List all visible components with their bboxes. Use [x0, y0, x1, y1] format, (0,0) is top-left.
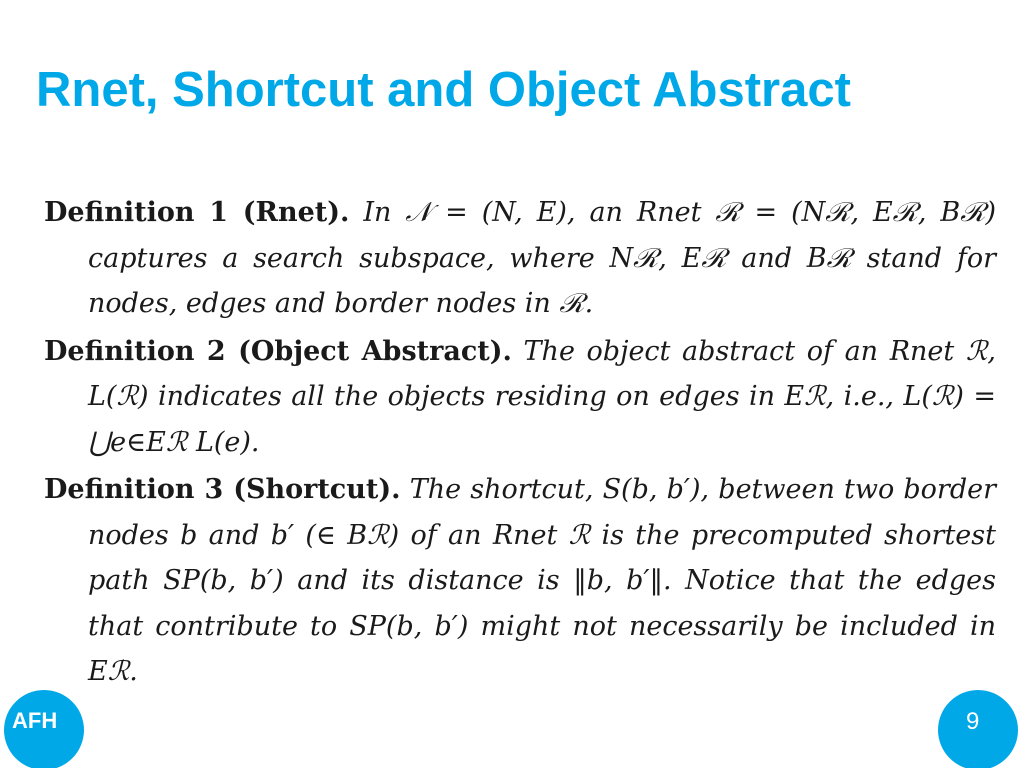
definition-3-text: The shortcut, S(b, b′), between two border nodes b and b′ (∈ Bℛ) of an Rnet ℛ is the precomputed shortest path SP(b, b′) and its distance is ‖b, b′‖. Notice that the edges that contribute to SP(b, b′) might not necessarily be included in Eℛ.	[88, 474, 996, 687]
definition-2-heading: Definition 2 (Object Abstract).	[44, 335, 512, 367]
definition-1-heading: Definition 1 (Rnet).	[44, 197, 350, 228]
definition-2-text: The object abstract of an Rnet ℛ, L(ℛ) indicates all the objects residing on edges in Eℛ, i.e., L(ℛ) = ⋃e∈Eℛ L(e).	[88, 335, 996, 458]
definition-2	[44, 329, 996, 466]
footer-label: AFH	[12, 708, 58, 733]
page-number: 9	[966, 708, 980, 735]
definition-3	[44, 467, 996, 695]
definitions-block	[44, 190, 996, 697]
definition-1-text: In 𝒩 = (N, E), an Rnet ℛ = (Nℛ, Eℛ, Bℛ) captures a search subspace, where Nℛ, Eℛ and Bℛ stand for nodes, edges and border nodes in ℛ.	[88, 197, 996, 319]
definition-1	[44, 190, 996, 327]
slide-title: Rnet, Shortcut and Object Abstract	[36, 63, 851, 117]
definition-3-heading: Definition 3 (Shortcut).	[44, 474, 401, 505]
